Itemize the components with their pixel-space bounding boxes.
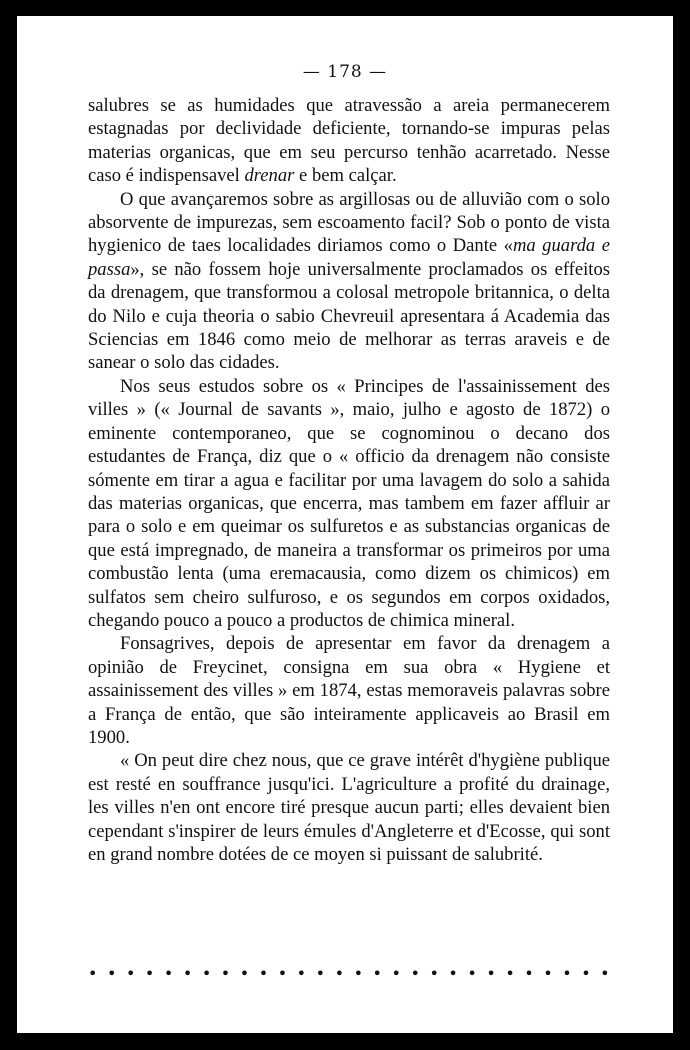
dot: • [581, 964, 591, 983]
paragraph [88, 632, 610, 749]
dot: • [163, 964, 174, 983]
paragraph [88, 94, 610, 188]
dot: • [144, 964, 155, 983]
text-run: O que avançaremos sobre as argillosas ou de alluvião com o solo absorvente de impurezas, sem escoamento facil? Sob o ponto de vista hygienico de taes localidades diriamos como o Dante « [88, 188, 610, 257]
text-run: « On peut dire chez nous, que ce grave intérêt d'hygiène publique est resté en souffrance jusqu'ici. L'agriculture a profité du drainage, les villes n'en ont encore tiré presque aucun parti; elles devaient bien cependant s'inspirer de leurs émules d'Angleterre et d'Ecosse, qui sont en grand nombre dotées de ce moyen si puissant de salubrité. [88, 750, 610, 865]
dot: • [296, 964, 307, 983]
paragraph [88, 375, 610, 632]
dot: • [524, 964, 534, 983]
dot: • [334, 964, 345, 983]
dot: • [562, 964, 572, 983]
dot: • [600, 964, 610, 983]
dot: • [182, 964, 193, 983]
text-run: Nos seus estudos sobre os « Principes de l'assainissement des villes » (« Journal de savants », maio, julho e agosto de 1872) o eminente contemporaneo, que se cognominou o decano dos estudantes de França, diz que o « officio da drenagem não consiste sómente em tirar a agua e facilitar por uma lavagem do solo a sahida das materias organicas, que encerra, mas tambem em fazer affluir ar para o solo e em queimar os sulfuretos e as substancias organicas de que está impregnado, de maneira a transformar os primeiros por uma combustão lenta (uma eremacausia, como dizem os chimicos) em sulfatos sem cheiro sulfuroso, e os segundos em corpos oxidados, chegando pouco a pouco a productos de chimica mineral. [88, 375, 610, 631]
dot: • [353, 964, 363, 983]
paragraph [88, 188, 610, 375]
dot: • [448, 964, 458, 983]
italic-text: ma guarda e passa [88, 235, 610, 280]
dot: • [106, 964, 117, 983]
dot: • [410, 964, 420, 983]
dot: • [88, 964, 98, 983]
italic-text: drenar [244, 165, 295, 187]
paragraph [88, 749, 610, 866]
text-run: », se não fossem hoje universalmente proclamados os effeitos da drenagem, que transformou a colosal metropole britannica, o delta do Nilo e cuja theoria o sabio Chevreuil apresentara á Academia das Sciencias em 1846 como meio de melhorar as terras araveis e de sanear o solo das cidades. [88, 258, 610, 374]
book-page [17, 16, 673, 1033]
dot: • [258, 964, 269, 983]
dot: • [201, 964, 212, 983]
text-run: salubres se as humidades que atravessão a areia permanecerem estagnadas por declividade deficiente, tornando-se impuras pelas materias organicas, que em seu percurso tenhão acarretado. Nesse caso é indispensavel [88, 95, 610, 187]
dot: • [372, 964, 382, 983]
dot: • [315, 964, 326, 983]
page-number: — 178 — [302, 62, 388, 82]
dot: • [486, 964, 496, 983]
dot: • [239, 964, 250, 983]
dot: • [220, 964, 231, 983]
dot: • [467, 964, 477, 983]
ellipsis-dots-row [88, 964, 610, 983]
dot: • [429, 964, 439, 983]
body-text [88, 94, 610, 866]
text-run: Fonsagrives, depois de apresentar em favor da drenagem a opinião de Freycinet, consigna em sua obra « Hygiene et assainissement des villes » em 1874, estas memoraveis palavras sobre a França de então, que são inteiramente applicaveis ao Brasil em 1900. [88, 633, 610, 748]
dot: • [391, 964, 401, 983]
dot: • [543, 964, 553, 983]
dot: • [277, 964, 288, 983]
text-run: e bem calçar. [294, 165, 397, 187]
dot: • [125, 964, 136, 983]
dot: • [505, 964, 515, 983]
